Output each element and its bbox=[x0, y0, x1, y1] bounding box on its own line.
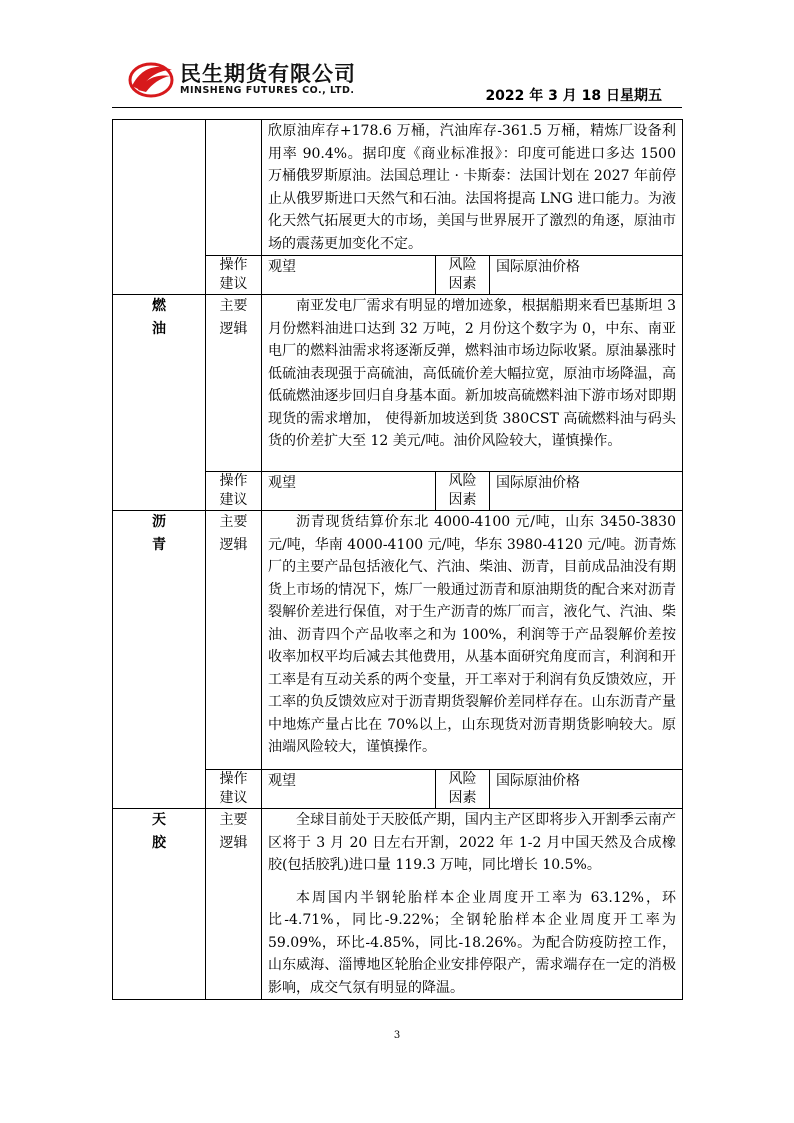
page-number: 3 bbox=[393, 1030, 401, 1041]
logic-paragraph: 欣原油库存+178.6 万桶，汽油库存-361.5 万桶，精炼厂设备利用率 90.4%。据印度《商业标准报》：印度可能进口多达 1500 万桶俄罗斯原油。法国总理让 · 卡斯泰：法国计划在 2027 年前停止从俄罗斯进口天然气和石油。法国将提高 LNG 进口能力。为液化天然气拓展更大的市场，美国与世界展开了激烈的角逐，原油市场的震荡更加变化不定。 bbox=[268, 123, 676, 252]
logic-paragraph: 全球目前处于天胶低产期，国内主产区即将步入开割季云南产区将于 3 月 20 日左右开割，2022 年 1-2 月中国天然及合成橡胶(包括胶乳)进口量 119.3 万吨，同比增长 10.5%。 bbox=[268, 812, 676, 873]
logic-text bbox=[262, 120, 683, 256]
logic-text bbox=[262, 511, 683, 770]
table-row bbox=[113, 809, 683, 1000]
table-row bbox=[113, 120, 683, 256]
commodity-table bbox=[112, 119, 683, 1000]
op-value: 观望 bbox=[262, 770, 436, 809]
company-logo bbox=[128, 58, 368, 104]
table-row bbox=[113, 295, 683, 472]
op-label: 操作 建议 bbox=[206, 256, 262, 295]
risk-label: 风险 因素 bbox=[436, 256, 490, 295]
category-cell: 燃 油 bbox=[113, 295, 206, 511]
logic-label bbox=[206, 120, 262, 256]
op-label: 操作 建议 bbox=[206, 770, 262, 809]
company-name-cn: 民生期货有限公司 bbox=[180, 62, 356, 86]
minsheng-swoosh-icon bbox=[128, 60, 174, 98]
logic-paragraph: 沥青现货结算价东北 4000-4100 元/吨，山东 3450-3830 元/吨，华南 4000-4100 元/吨，华东 3980-4120 元/吨。沥青炼厂的主要产品包括液化气、汽油、柴油、沥青，目前成品油没有期货上市场的情况下，炼厂一般通过沥青和原油期货的配合来对沥青裂解价差进行保值，对于生产沥青的炼厂而言，液化气、汽油、柴油、沥青四个产品收率之和为 100%，利润等于产品裂解价差按收率加权平均后减去其他费用，从基本面研究角度而言，利润和开工率是有互动关系的两个变量，开工率对于利润有负反馈效应，开工率的负反馈效应对于沥青期货裂解价差同样存在。山东沥青产量中地炼产量占比在 70%以上，山东现货对沥青期货影响较大。原油端风险较大，谨慎操作。 bbox=[268, 514, 676, 755]
op-value: 观望 bbox=[262, 472, 436, 511]
risk-value: 国际原油价格 bbox=[490, 256, 683, 295]
logic-text bbox=[262, 809, 683, 1000]
risk-label: 风险 因素 bbox=[436, 472, 490, 511]
category-cell: 沥 青 bbox=[113, 511, 206, 809]
logic-label: 主要 逻辑 bbox=[206, 511, 262, 770]
report-date: 2022 年 3 月 18 日星期五 bbox=[485, 88, 662, 104]
risk-label: 风险 因素 bbox=[436, 770, 490, 809]
logic-label: 主要 逻辑 bbox=[206, 295, 262, 472]
op-label: 操作 建议 bbox=[206, 472, 262, 511]
company-name-en: MINSHENG FUTURES CO., LTD. bbox=[180, 85, 355, 96]
logic-label: 主要 逻辑 bbox=[206, 809, 262, 1000]
op-value: 观望 bbox=[262, 256, 436, 295]
logic-paragraph: 本周国内半钢轮胎样本企业周度开工率为 63.12%，环比-4.71%，同比-9.22%；全钢轮胎样本企业周度开工率为 59.09%，环比-4.85%，同比-18.26%。为配合防疫防控工作，山东威海、淄博地区轮胎企业安排停限产，需求端存在一定的消极影响，成交气氛有明显的降温。 bbox=[268, 889, 676, 996]
header-divider bbox=[112, 107, 682, 108]
category-cell bbox=[113, 120, 206, 295]
logic-paragraph: 南亚发电厂需求有明显的增加迹象，根据船期来看巴基斯坦 3 月份燃料油进口达到 32 万吨，2 月份这个数字为 0，中东、南亚电厂的燃料油需求将逐渐反弹，燃料油市场边际收紧。原油暴涨时低硫油表现强于高硫油，高低硫价差大幅拉宽，原油市场降温，高低硫燃油逐步回归自身基本面。新加坡高硫燃料油下游市场对即期现货的需求增加， 使得新加坡送到货 380CST 高硫燃料油与码头货的价差扩大至 12 美元/吨。油价风险较大，谨慎操作。 bbox=[268, 298, 676, 449]
risk-value: 国际原油价格 bbox=[490, 770, 683, 809]
category-cell: 天 胶 bbox=[113, 809, 206, 1000]
table-row bbox=[113, 511, 683, 770]
logic-text bbox=[262, 295, 683, 472]
risk-value: 国际原油价格 bbox=[490, 472, 683, 511]
